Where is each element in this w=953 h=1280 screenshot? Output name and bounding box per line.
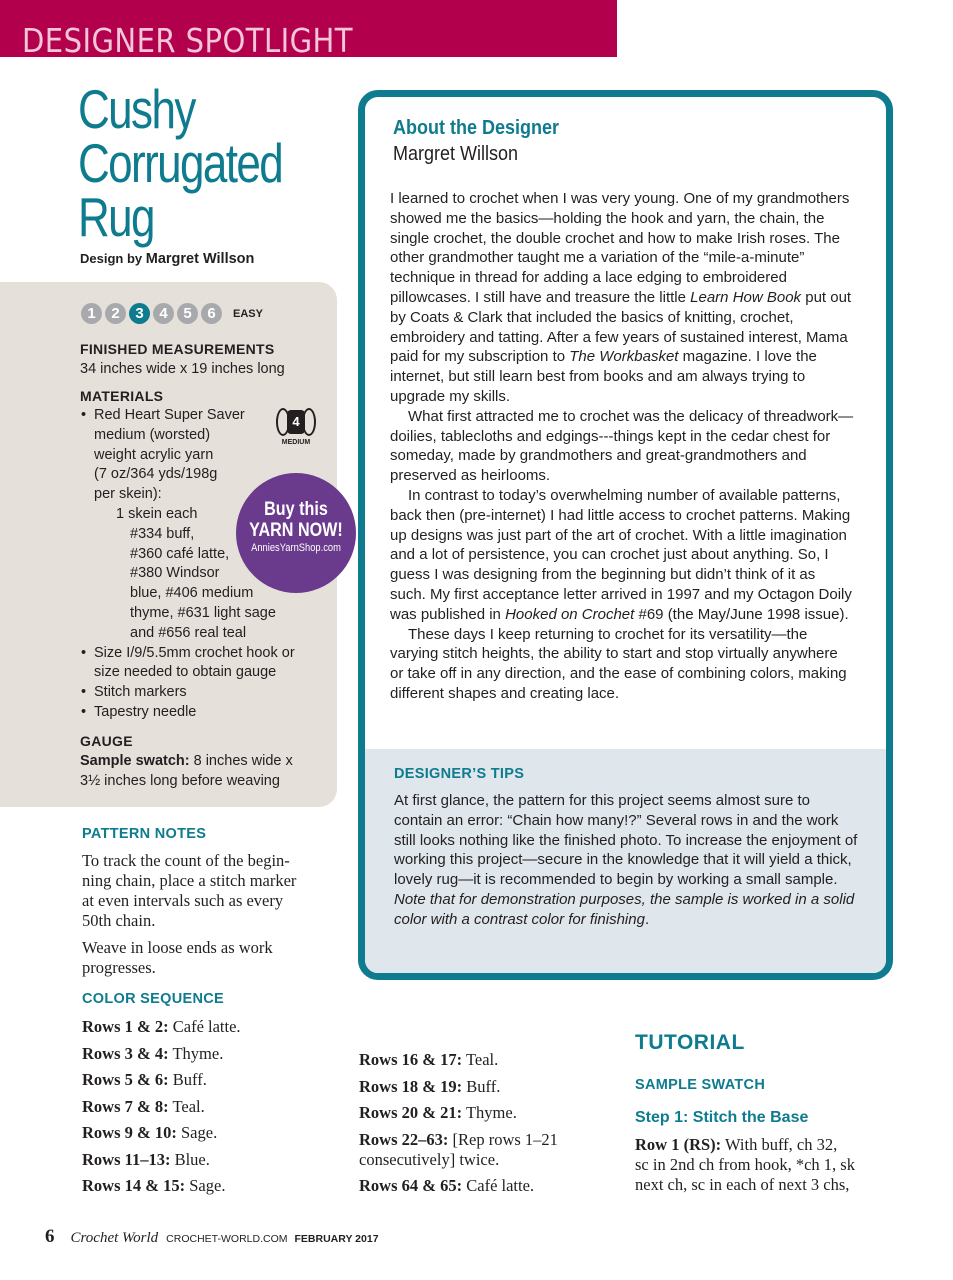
- skill-level-3: 3: [129, 303, 150, 324]
- list-item: • Stitch markers: [80, 683, 320, 703]
- sequence-row: Rows 16 & 17: Teal.: [359, 1050, 499, 1069]
- tutorial-heading: TUTORIAL: [635, 1031, 745, 1054]
- sequence-row: Rows 1 & 2: Café latte.: [82, 1017, 241, 1036]
- color-line: #360 café latte,: [130, 545, 230, 562]
- title-line: Corrugated: [78, 132, 283, 194]
- page-number: 6: [45, 1226, 55, 1247]
- about-paragraph: I learned to crochet when I was very young. One of my grandmothers showed me the basics—holding the hook and yarn, the chain, the single crochet, the double crochet and how to make Irish roses. The other grandmother taught me a variation of the “mile-a-minute” technique in thread for adding a lace edging to embroidered pillowcases. I still have and treasure the little Learn How Book put out by Coats & Clark that included the basics of knitting, crochet, embroidery and tatting. After a few years of sustained interest, Mama paid for my subscription to The Workbasket magazine. I love the internet, but still learn best from books and am always trying to upgrade my skills.: [390, 190, 852, 405]
- sample-swatch-heading: SAMPLE SWATCH: [635, 1077, 766, 1093]
- title-line: Cushy: [78, 78, 195, 140]
- finished-measurements-heading: FINISHED MEASUREMENTS: [80, 341, 275, 357]
- skill-level: [81, 303, 263, 324]
- gauge-label: Sample swatch:: [80, 753, 190, 769]
- about-paragraph: These days I keep returning to crochet for its versatility—the varying stitch heights, the ability to start and stop virtually anywhere or take off in any direction, and the ease of combining colors, making different shapes and creating lace.: [390, 625, 847, 702]
- text-line: ning chain, place a stitch marker: [82, 871, 297, 890]
- gauge-heading: GAUGE: [80, 733, 133, 749]
- designer-name: Margret Willson: [393, 143, 519, 165]
- sequence-row: Rows 11–13: Blue.: [82, 1149, 210, 1169]
- magazine-url[interactable]: CROCHET-WORLD.COM: [166, 1233, 288, 1245]
- pattern-title: [78, 78, 283, 248]
- text-line: To track the count of the begin-: [82, 851, 290, 870]
- sequence-row: Rows 22–63: [Rep rows 1–21: [359, 1129, 558, 1149]
- color-sequence-col1: [82, 1017, 241, 1203]
- yarn-weight-symbol: [271, 406, 321, 446]
- magazine-name: Crochet World: [70, 1230, 159, 1246]
- yarn-line: (7 oz/364 yds/198g: [94, 466, 218, 483]
- sequence-row: Rows 14 & 15: Sage.: [82, 1176, 226, 1195]
- yarn-line: Red Heart Super Saver: [94, 407, 245, 423]
- hook-line: Size I/9/5.5mm crochet hook or: [94, 644, 295, 661]
- about-heading: About the Designer: [393, 117, 560, 139]
- sequence-row: Rows 20 & 21: Thyme.: [359, 1103, 517, 1122]
- buy-yarn-line: YARN NOW!: [249, 520, 343, 541]
- byline-name: Margret Willson: [145, 251, 255, 267]
- sequence-row: Rows 7 & 8: Teal.: [82, 1096, 205, 1116]
- byline-prefix: Design by: [80, 251, 143, 266]
- about-body: [390, 189, 855, 704]
- color-line: #380 Windsor: [130, 565, 220, 582]
- materials-heading: MATERIALS: [80, 388, 164, 404]
- yarn-line: weight acrylic yarn: [94, 446, 214, 463]
- pattern-notes-p2: [82, 938, 273, 978]
- color-line: thyme, #631 light sage: [130, 604, 276, 621]
- gauge-value: 8 inches wide x: [189, 753, 293, 769]
- sequence-row: Rows 3 & 4: Thyme.: [82, 1043, 224, 1063]
- skill-level-1: 1: [81, 303, 102, 324]
- about-paragraph: In contrast to today’s overwhelming number of available patterns, back then (pre-internet) I had little access to crochet patterns. Making up designs was just part of the art of crochet. With a little imagination and a lot of persistence, you can crochet just about anything. So, I guess I was designing from the beginning but didn’t think of it as such. My first acceptance letter arrived in 1997 and my Octagon Doily was published in Hooked on Crochet #69 (the May/June 1998 issue).: [390, 486, 852, 623]
- sequence-row: consecutively] twice.: [359, 1149, 500, 1169]
- banner-title: DESIGNER SPOTLIGHT: [22, 21, 353, 57]
- text-line: 50th chain.: [82, 911, 156, 930]
- issue-date: FEBRUARY 2017: [294, 1233, 379, 1245]
- tips-heading: DESIGNER’S TIPS: [394, 766, 525, 782]
- sequence-row: Rows 5 & 6: Buff.: [82, 1070, 207, 1089]
- tips-body: At first glance, the pattern for this project seems almost sure to contain an error: “Chain how many!?” Several rows in and the work still looks nothing like the finished photo. To increase the enjoyment of working this project—secure in the knowledge that it will yield a thick, lovely rug—it is recommended to begin by working a small sample. Note that for demonstration purposes, the sample is worked in a solid color with a contrast color for finishing.: [394, 792, 858, 928]
- pattern-notes-p1: [82, 851, 296, 931]
- gauge-text: [80, 751, 293, 791]
- section-banner: [0, 0, 617, 57]
- sequence-row: Rows 18 & 19: Buff.: [359, 1076, 501, 1096]
- about-designer-box: [358, 90, 893, 980]
- byline: [80, 251, 254, 267]
- skill-level-6: 6: [201, 303, 222, 324]
- color-sequence-heading: COLOR SEQUENCE: [82, 991, 224, 1007]
- yarn-weight-label: MEDIUM: [281, 439, 311, 446]
- gauge-value: 3½ inches long before weaving: [80, 773, 280, 789]
- color-line: blue, #406 medium: [130, 585, 254, 602]
- title-line: Rug: [78, 186, 154, 248]
- list-item: [80, 644, 320, 684]
- color-line: and #656 real teal: [130, 624, 247, 641]
- color-line: #334 buff,: [130, 525, 195, 542]
- buy-yarn-url: AnniesYarnShop.com: [251, 542, 341, 554]
- list-item: • Tapestry needle: [80, 703, 320, 723]
- yarn-line: medium (worsted): [94, 426, 211, 443]
- tutorial-row-1: Row 1 (RS): With buff, ch 32, sc in 2nd ch from hook, *ch 1, sk next ch, sc in each of next 3 chs,: [635, 1135, 855, 1194]
- buy-yarn-button[interactable]: [236, 473, 356, 593]
- skein-line: 1 skein each: [116, 505, 198, 522]
- skill-level-5: 5: [177, 303, 198, 324]
- text-line: at even intervals such as every: [82, 891, 284, 910]
- skill-level-4: 4: [153, 303, 174, 324]
- finished-measurements-text: 34 inches wide x 19 inches long: [80, 361, 285, 377]
- text-line: progresses.: [82, 958, 156, 977]
- color-sequence-col2: [359, 1050, 558, 1203]
- step-heading: Step 1: Stitch the Base: [635, 1109, 809, 1126]
- page-footer: [45, 1226, 379, 1248]
- hook-line: size needed to obtain gauge: [94, 664, 277, 681]
- buy-yarn-line: Buy this: [264, 499, 328, 520]
- sequence-row: Rows 9 & 10: Sage.: [82, 1123, 218, 1142]
- yarn-line: per skein):: [94, 486, 162, 503]
- skill-level-2: 2: [105, 303, 126, 324]
- pattern-notes-heading: PATTERN NOTES: [82, 826, 207, 842]
- text-line: Weave in loose ends as work: [82, 938, 273, 957]
- yarn-weight-number: 4: [287, 410, 305, 434]
- yarn-ball-icon: [274, 406, 318, 438]
- about-paragraph: What first attracted me to crochet was the delicacy of threadwork—doilies, tablecloths and edgings---things kept in the cedar chest for someday, made by grandmothers and great-grandmothers and preserved as heirlooms.: [390, 407, 854, 485]
- sequence-row: Rows 64 & 65: Café latte.: [359, 1176, 535, 1195]
- skill-label: EASY: [233, 307, 263, 320]
